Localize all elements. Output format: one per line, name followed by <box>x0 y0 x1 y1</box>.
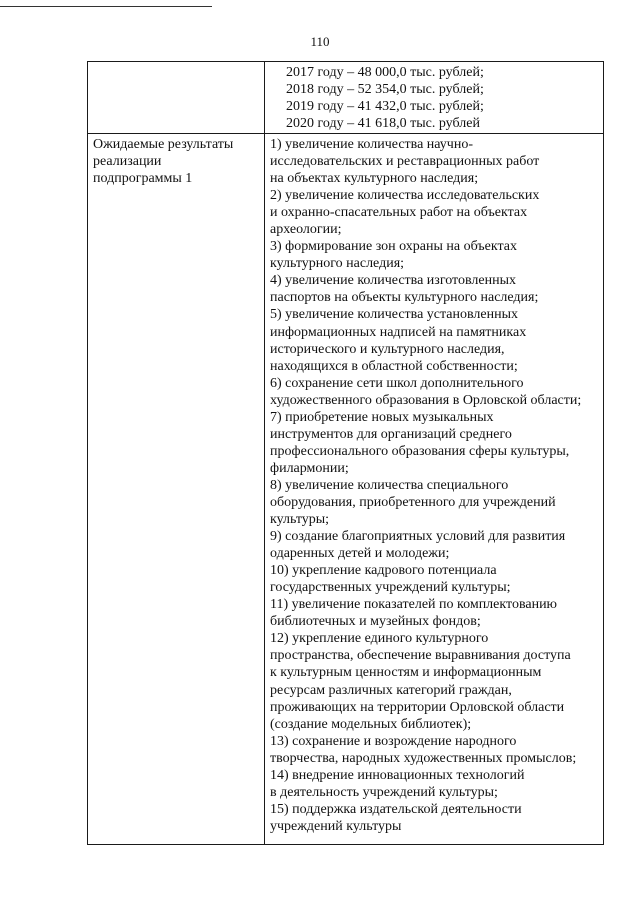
result-line: пространства, обеспечение выравнивания доступа <box>270 648 571 664</box>
funding-line: 2018 году – 52 354,0 тыс. рублей; <box>286 82 484 97</box>
result-line: филармонии; <box>270 460 349 476</box>
result-line: 2) увеличение количества исследовательских <box>270 188 540 204</box>
row-divider <box>88 133 603 134</box>
result-line: художественного образования в Орловской области; <box>270 392 582 408</box>
result-line: к культурным ценностям и информационным <box>270 665 542 681</box>
results-label-line: реализации <box>93 154 162 169</box>
result-line: на объектах культурного наследия; <box>270 171 479 187</box>
result-line: исторического и культурного наследия, <box>270 341 505 357</box>
funding-line: 2020 году – 41 618,0 тыс. рублей <box>286 116 480 131</box>
result-line: информационных надписей на памятниках <box>270 324 527 340</box>
result-line: 13) сохранение и возрождение народного <box>270 733 517 749</box>
results-label-line: Ожидаемые результаты <box>93 137 234 152</box>
result-line: 3) формирование зон охраны на объектах <box>270 239 517 255</box>
result-line: 8) увеличение количества специального <box>270 477 509 493</box>
result-line: 11) увеличение показателей по комплектованию <box>270 597 558 613</box>
result-line: 12) укрепление единого культурного <box>270 631 489 647</box>
funding-cell <box>286 64 484 132</box>
result-line: паспортов на объекты культурного наследия; <box>270 290 539 306</box>
result-line: археологии; <box>270 222 342 238</box>
result-line: 1) увеличение количества научно- <box>270 137 473 152</box>
result-line: проживающих на территории Орловской области <box>270 699 565 715</box>
result-line: находящихся в областной собственности; <box>270 358 518 374</box>
result-line: государственных учреждений культуры; <box>270 580 511 596</box>
subprogram-table <box>87 61 604 845</box>
result-line: инструментов для организаций среднего <box>270 426 512 442</box>
result-line: в деятельность учреждений культуры; <box>270 784 498 800</box>
funding-line: 2019 году – 41 432,0 тыс. рублей; <box>286 99 484 114</box>
result-line: 5) увеличение количества установленных <box>270 307 519 323</box>
result-line: культурного наследия; <box>270 256 405 272</box>
result-line: (создание модельных библиотек); <box>270 716 472 732</box>
result-line: одаренных детей и молодежи; <box>270 546 450 562</box>
result-line: 6) сохранение сети школ дополнительного <box>270 375 524 391</box>
column-divider <box>264 62 265 844</box>
result-line: учреждений культуры <box>270 818 402 834</box>
result-line: 10) укрепление кадрового потенциала <box>270 563 497 579</box>
result-line: и охранно-спасательных работ на объектах <box>270 205 528 221</box>
funding-line: 2017 году – 48 000,0 тыс. рублей; <box>286 65 484 80</box>
result-line: культуры; <box>270 512 330 528</box>
expected-results-cell <box>270 136 600 835</box>
top-rule <box>0 6 212 7</box>
result-line: библиотечных и музейных фондов; <box>270 614 481 630</box>
result-line: оборудования, приобретенного для учреждений <box>270 494 556 510</box>
result-line: 15) поддержка издательской деятельности <box>270 801 522 817</box>
result-line: исследовательских и реставрационных работ <box>270 154 540 170</box>
result-line: творчества, народных художественных промыслов; <box>270 750 577 766</box>
result-line: 4) увеличение количества изготовленных <box>270 273 516 289</box>
results-label-cell <box>93 136 259 187</box>
page-number: 110 <box>310 34 330 49</box>
result-line: 7) приобретение новых музыкальных <box>270 409 494 425</box>
result-line: 14) внедрение инновационных технологий <box>270 767 525 783</box>
result-line: ресурсам различных категорий граждан, <box>270 682 512 698</box>
result-line: 9) создание благоприятных условий для развития <box>270 529 566 545</box>
results-label-line: подпрограммы 1 <box>93 171 193 186</box>
result-line: профессионального образования сферы культуры, <box>270 443 570 459</box>
